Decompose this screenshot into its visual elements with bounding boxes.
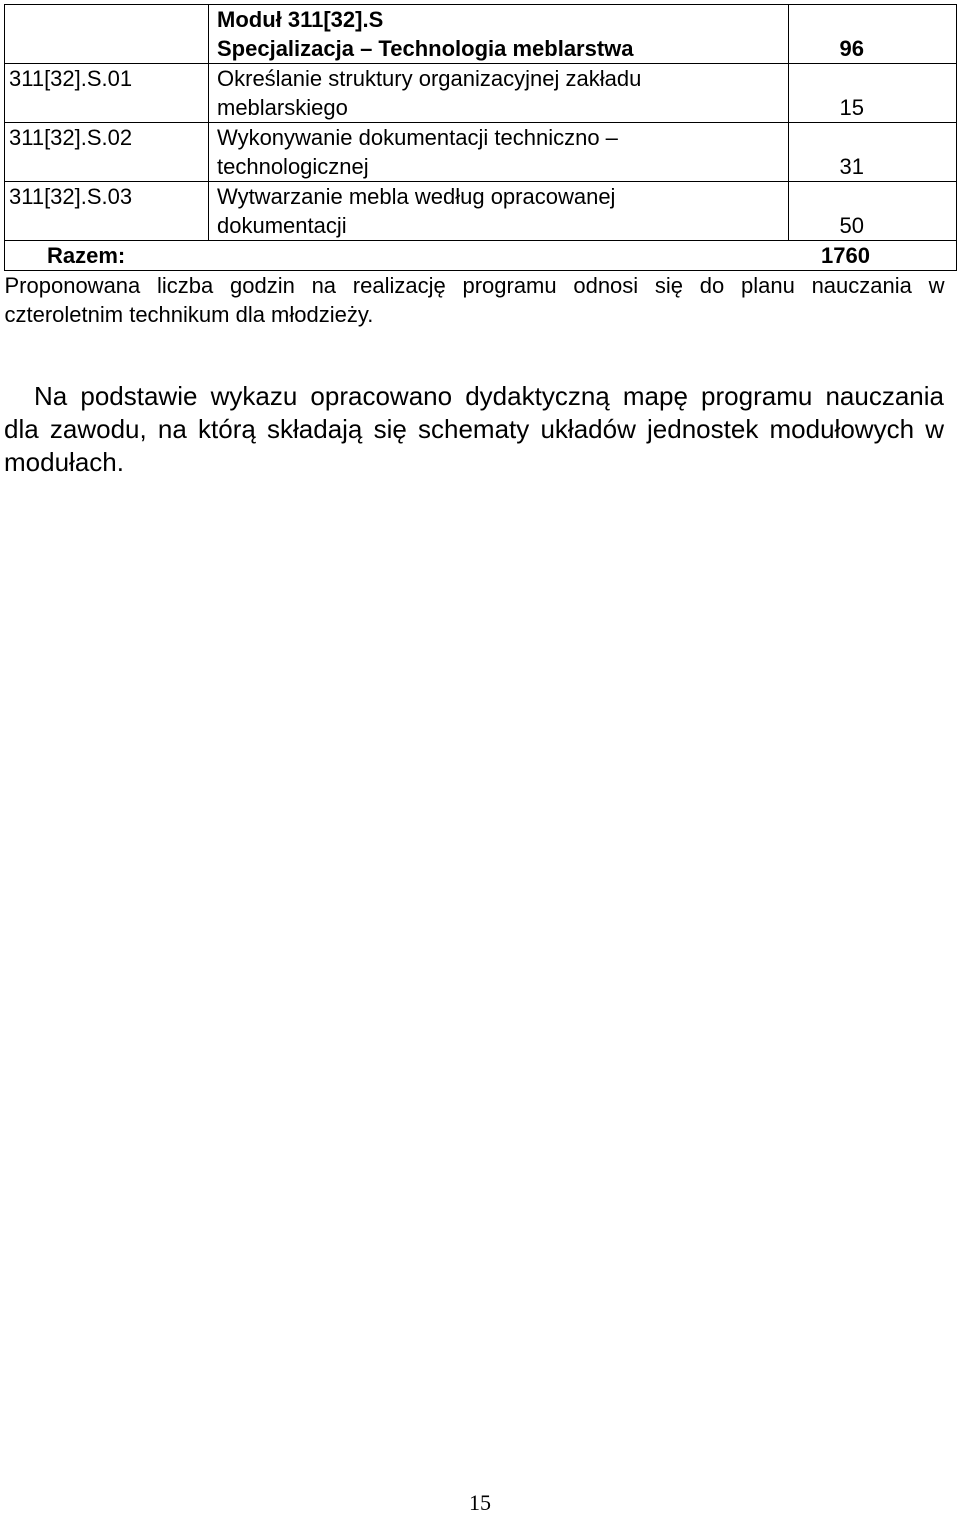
table-row bbox=[5, 64, 957, 123]
unit-code: 311[32].S.03 bbox=[5, 182, 209, 241]
note-cell bbox=[5, 271, 957, 330]
unit-name-line: dokumentacji bbox=[217, 213, 347, 238]
module-header-hours bbox=[789, 5, 957, 64]
unit-hours bbox=[789, 182, 957, 241]
table-row bbox=[5, 123, 957, 182]
unit-hours-value: 15 bbox=[839, 95, 864, 120]
unit-code: 311[32].S.01 bbox=[5, 64, 209, 123]
unit-name-line: Wytwarzanie mebla według opracowanej bbox=[217, 184, 616, 209]
unit-hours bbox=[789, 123, 957, 182]
module-header-row bbox=[5, 5, 957, 64]
note-row bbox=[5, 271, 957, 330]
unit-code: 311[32].S.02 bbox=[5, 123, 209, 182]
module-title: Moduł 311[32].S bbox=[217, 7, 384, 32]
total-value: 1760 bbox=[821, 243, 870, 268]
module-specialization: Specjalizacja – Technologia meblarstwa bbox=[217, 36, 634, 61]
unit-hours-value: 50 bbox=[839, 213, 864, 238]
unit-name-line: Wykonywanie dokumentacji techniczno – bbox=[217, 125, 618, 150]
table-row bbox=[5, 182, 957, 241]
body-paragraph bbox=[4, 380, 944, 479]
unit-hours-value: 31 bbox=[839, 154, 864, 179]
module-hours-value: 96 bbox=[839, 36, 864, 61]
module-header-code-cell bbox=[5, 5, 209, 64]
unit-name-line: Określanie struktury organizacyjnej zakładu bbox=[217, 66, 642, 91]
unit-name bbox=[209, 64, 789, 123]
total-cell bbox=[5, 241, 957, 271]
total-label: Razem: bbox=[47, 243, 126, 268]
unit-name bbox=[209, 182, 789, 241]
unit-hours bbox=[789, 64, 957, 123]
total-row bbox=[5, 241, 957, 271]
body-paragraph-text: Na podstawie wykazu opracowano dydaktyczną mapę programu nauczania dla zawodu, na którą składają się schematy układów jednostek modułowych w modułach. bbox=[4, 381, 944, 477]
unit-name-line: technologicznej bbox=[217, 154, 369, 179]
module-table bbox=[4, 4, 957, 329]
hours-note: Proponowana liczba godzin na realizację programu odnosi się do planu nauczania w czteroletnim technikum dla młodzieży. bbox=[4, 273, 945, 327]
unit-name bbox=[209, 123, 789, 182]
module-header-name-cell bbox=[209, 5, 789, 64]
unit-name-line: meblarskiego bbox=[217, 95, 348, 120]
page-number: 15 bbox=[469, 1490, 491, 1515]
